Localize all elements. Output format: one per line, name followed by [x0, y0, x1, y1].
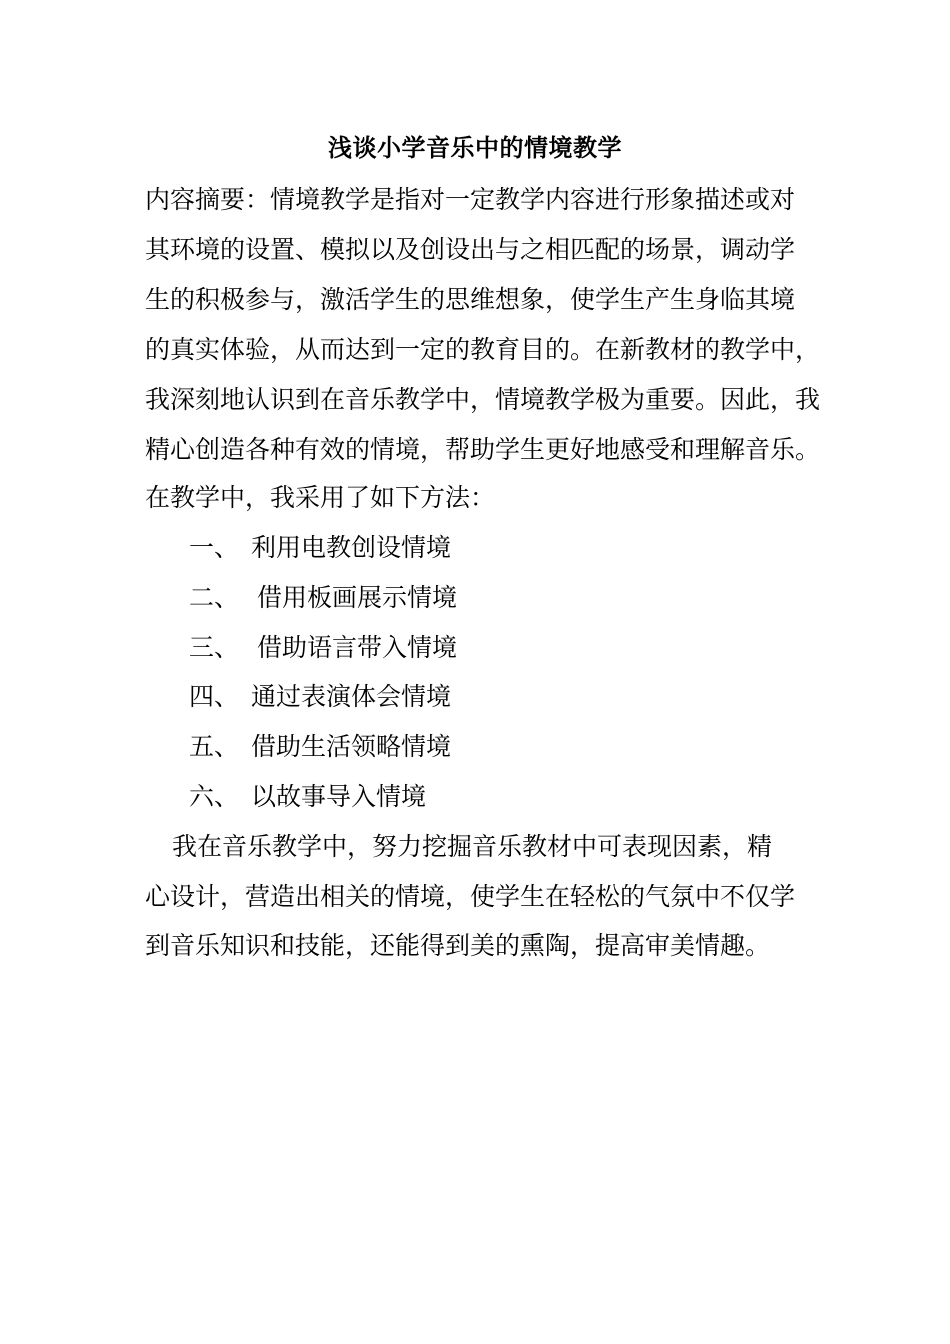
- method-item: [189, 581, 457, 615]
- abstract-line: 生的积极参与，激活学生的思维想象，使学生产生身临其境: [145, 285, 796, 314]
- abstract-line: 的真实体验，从而达到一定的教育目的。在新教材的教学中，: [145, 335, 821, 364]
- abstract-line: 其环境的设置、模拟以及创设出与之相匹配的场景，调动学: [145, 235, 796, 264]
- abstract-line: 精心创造各种有效的情境，帮助学生更好地感受和理解音乐。: [145, 435, 821, 464]
- method-number: 一、: [189, 533, 240, 562]
- closing-line: 我在音乐教学中，努力挖掘音乐教材中可表现因素，精: [172, 832, 773, 861]
- method-text: 借用板画展示情境: [257, 583, 458, 612]
- closing-line: 心设计，营造出相关的情境，使学生在轻松的气氛中不仅学: [145, 882, 796, 911]
- abstract-line: 我深刻地认识到在音乐教学中，情境教学极为重要。因此，我: [145, 385, 821, 414]
- method-item: [189, 631, 457, 665]
- method-item: [189, 780, 426, 814]
- method-item: [189, 680, 451, 714]
- document-title: 浅谈小学音乐中的情境教学: [328, 133, 622, 162]
- method-number: 六、: [189, 782, 240, 811]
- method-item: [189, 730, 451, 764]
- method-text: 借助语言带入情境: [257, 633, 458, 662]
- method-number: 二、: [189, 583, 240, 612]
- method-text: 借助生活领略情境: [251, 732, 452, 761]
- method-text: 通过表演体会情境: [251, 682, 452, 711]
- method-number: 五、: [189, 732, 240, 761]
- method-text: 以故事导入情境: [251, 782, 427, 811]
- method-number: 三、: [189, 633, 240, 662]
- method-number: 四、: [189, 682, 240, 711]
- abstract-line: 内容摘要：情境教学是指对一定教学内容进行形象描述或对: [145, 185, 796, 214]
- method-text: 利用电教创设情境: [251, 533, 452, 562]
- abstract-line: 在教学中，我采用了如下方法：: [145, 483, 496, 512]
- closing-line: 到音乐知识和技能，还能得到美的熏陶，提高审美情趣。: [145, 931, 771, 960]
- method-item: [189, 531, 451, 565]
